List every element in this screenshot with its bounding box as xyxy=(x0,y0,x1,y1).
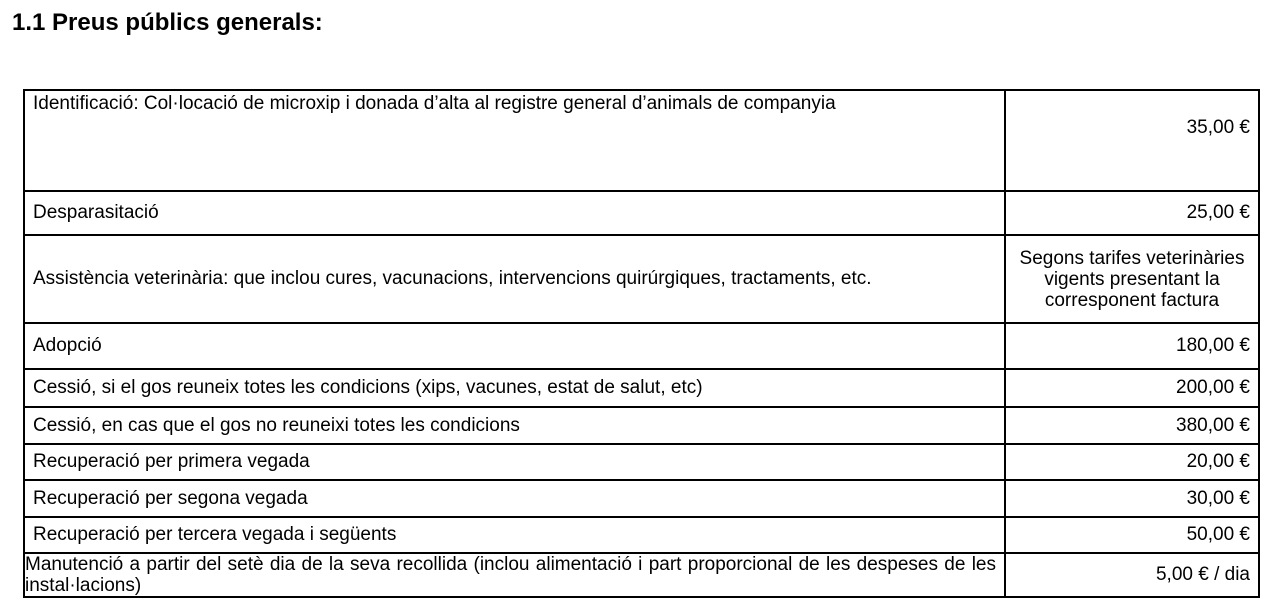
table-row xyxy=(24,444,1259,480)
table-row xyxy=(24,517,1259,553)
row-description: Recuperació per primera vegada xyxy=(24,444,1005,480)
row-description: Recuperació per segona vegada xyxy=(24,480,1005,517)
table-row xyxy=(24,90,1259,191)
table-row xyxy=(24,369,1259,407)
table-row xyxy=(24,235,1259,323)
row-description: Recuperació per tercera vegada i següents xyxy=(24,517,1005,553)
table-row xyxy=(24,191,1259,235)
row-price: 25,00 € xyxy=(1005,191,1259,235)
price-table xyxy=(23,89,1260,598)
row-price: 50,00 € xyxy=(1005,517,1259,553)
table-row xyxy=(24,480,1259,517)
row-price: 380,00 € xyxy=(1005,407,1259,444)
row-price: 200,00 € xyxy=(1005,369,1259,407)
section-heading: 1.1 Preus públics generals: xyxy=(12,9,323,36)
row-price: Segons tarifes veterinàries vigents presentant la corresponent factura xyxy=(1005,235,1259,323)
row-price: 180,00 € xyxy=(1005,323,1259,369)
row-price: 20,00 € xyxy=(1005,444,1259,480)
table-row xyxy=(24,553,1259,597)
row-price: 35,00 € xyxy=(1005,90,1259,191)
row-description: Manutenció a partir del setè dia de la seva recollida (inclou alimentació i part proporcional de les despeses de les instal·lacions) xyxy=(24,553,1005,597)
row-description: Assistència veterinària: que inclou cures, vacunacions, intervencions quirúrgiques, tractaments, etc. xyxy=(24,235,1005,323)
row-description: Identificació: Col·locació de microxip i donada d’alta al registre general d’animals de companyia xyxy=(24,90,1005,191)
row-price: 5,00 € / dia xyxy=(1005,553,1259,597)
row-description: Cessió, en cas que el gos no reuneixi totes les condicions xyxy=(24,407,1005,444)
row-description: Desparasitació xyxy=(24,191,1005,235)
row-price: 30,00 € xyxy=(1005,480,1259,517)
row-description: Adopció xyxy=(24,323,1005,369)
row-description: Cessió, si el gos reuneix totes les condicions (xips, vacunes, estat de salut, etc) xyxy=(24,369,1005,407)
table-row xyxy=(24,407,1259,444)
table-row xyxy=(24,323,1259,369)
